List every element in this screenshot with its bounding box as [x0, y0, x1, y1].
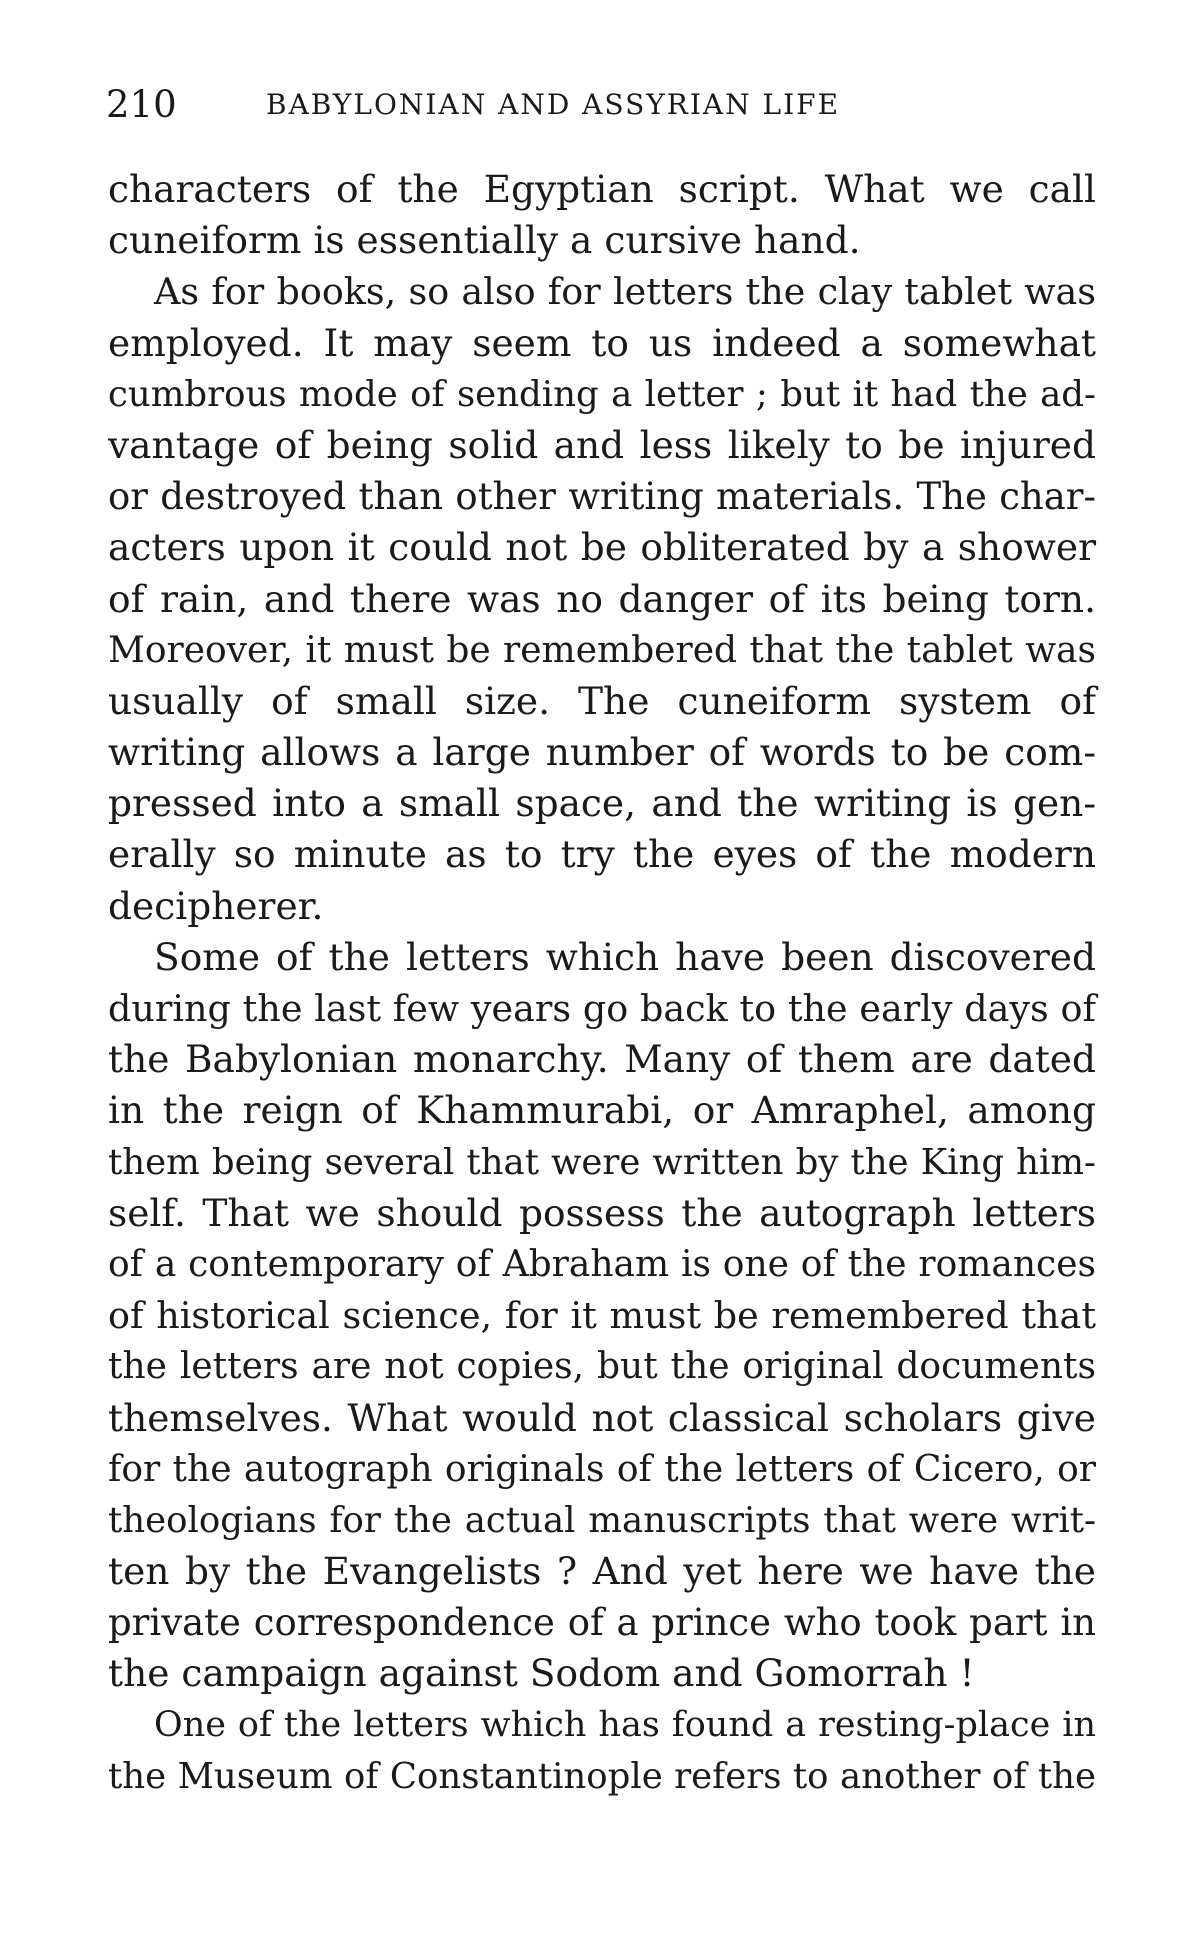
text-line: pressed into a small space, and the writing is gen- — [108, 781, 1096, 826]
text-line: the Museum of Constantinople refers to another of the — [108, 1755, 1096, 1797]
text-line: themselves. What would not classical scholars give — [108, 1395, 1096, 1440]
text-line: or destroyed than other writing materials. The char- — [108, 475, 1096, 519]
text-line: of rain, and there was no danger of its being torn. — [108, 576, 1096, 621]
text-line: cuneiform is essentially a cursive hand. — [108, 218, 861, 263]
page-number: 210 — [106, 83, 177, 126]
paragraph-3 — [108, 932, 1096, 1700]
text-line: them being several that were written by the King him- — [108, 1141, 1096, 1183]
text-line: acters upon it could not be obliterated by a shower — [108, 525, 1096, 570]
text-line: vantage of being solid and less likely to be injured — [108, 422, 1096, 467]
text-line: the campaign against Sodom and Gomorrah ! — [108, 1651, 975, 1696]
text-line: writing allows a large number of words to be com- — [108, 730, 1096, 775]
text-line: in the reign of Khammurabi, or Amraphel, among — [108, 1088, 1096, 1133]
text-line: erally so minute as to try the eyes of the modern — [108, 832, 1096, 877]
text-line: One of the letters which has found a resting-place in — [154, 1704, 1096, 1745]
paragraph-1 — [108, 164, 1096, 266]
text-line: theologians for the actual manuscripts that were writ- — [108, 1499, 1096, 1541]
text-line: private correspondence of a prince who took part in — [108, 1601, 1096, 1645]
body-text — [108, 164, 1096, 1802]
text-line: self. That we should possess the autograph letters — [108, 1190, 1096, 1235]
page-header — [106, 80, 1096, 130]
text-line: Some of the letters which have been discovered — [154, 934, 1096, 979]
text-line: the Babylonian monarchy. Many of them are dated — [108, 1037, 1096, 1082]
running-head: BABYLONIAN AND ASSYRIAN LIFE — [266, 88, 841, 121]
text-line: of a contemporary of Abraham is one of the romances — [108, 1243, 1096, 1285]
text-line: ten by the Evangelists ? And yet here we have the — [108, 1549, 1096, 1594]
text-line: of historical science, for it must be remembered that — [108, 1294, 1096, 1338]
text-line: employed. It may seem to us indeed a somewhat — [108, 320, 1096, 365]
text-line: As for books, so also for letters the clay tablet was — [154, 270, 1096, 314]
text-line: usually of small size. The cuneiform system of — [108, 678, 1096, 723]
text-line: during the last few years go back to the early days of — [108, 987, 1096, 1030]
text-line: for the autograph originals of the letters of Cicero, or — [108, 1448, 1096, 1490]
text-line: decipherer. — [108, 883, 324, 928]
paragraph-4 — [108, 1700, 1096, 1802]
paragraph-2 — [108, 266, 1096, 931]
text-line: cumbrous mode of sending a letter ; but it had the ad- — [108, 373, 1096, 415]
text-line: Moreover, it must be remembered that the tablet was — [108, 629, 1096, 671]
text-line: the letters are not copies, but the original documents — [108, 1346, 1096, 1388]
text-line: characters of the Egyptian script. What we call — [108, 167, 1096, 211]
